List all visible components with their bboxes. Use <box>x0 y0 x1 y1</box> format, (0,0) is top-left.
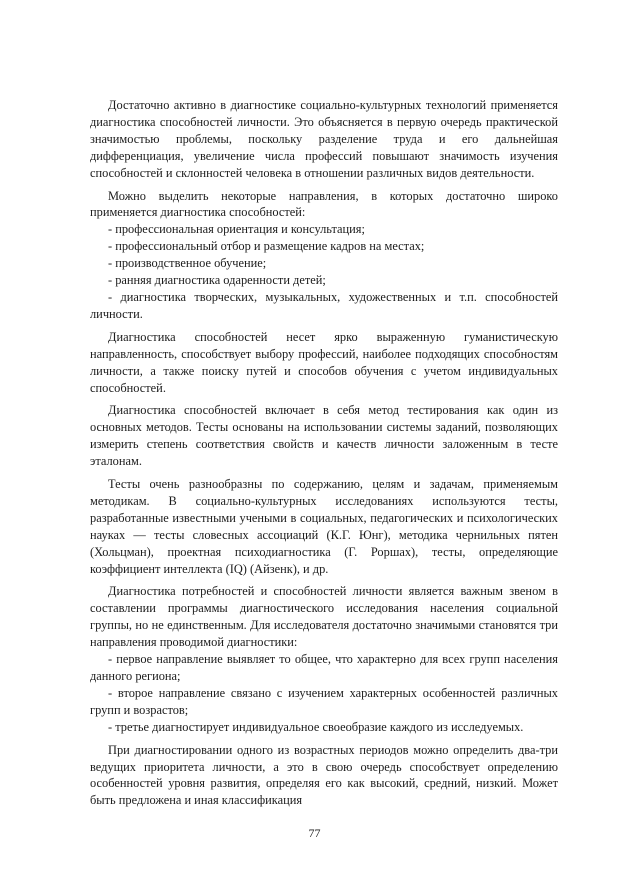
paragraph: Можно выделить некоторые направления, в которых достаточно широко применяется диагностика способностей: <box>90 188 558 220</box>
paragraph: Диагностика потребностей и способностей личности является важным звеном в составлении программы диагностического исследования населения социальной группы, но не единственным. Для исследователя достаточно значимыми становятся три направления проводимой диагностики: <box>90 584 558 650</box>
list-item: - профессиональная ориентация и консультация; <box>108 222 365 237</box>
paragraph: При диагностировании одного из возрастных периодов можно определить два-три ведущих приоритета личности, а это в свою очередь способствует определению особенностей уровня развития, определяя его как высокий, средний, низкий. Может быть предложена и иная классификация <box>90 742 558 808</box>
paragraph: Диагностика способностей несет ярко выраженную гуманистическую направленность, способствует выбору профессий, наиболее подходящих способностям личности, а также поиску путей и способов обучения с учетом индивидуальных способностей. <box>90 329 558 395</box>
list-item: - ранняя диагностика одаренности детей; <box>108 273 326 288</box>
page-number: 77 <box>308 826 321 840</box>
list-item: - производственное обучение; <box>108 256 267 271</box>
page-body <box>90 97 558 809</box>
paragraph: Диагностика способностей включает в себя метод тестирования как один из основных методов. Тесты основаны на использовании системы заданий, позволяющих измерить степень соответствия свойств и качеств личности заложенным в тесте эталонам. <box>90 403 558 469</box>
list-item: - диагностика творческих, музыкальных, художественных и т.п. способностей личности. <box>90 289 558 321</box>
list-item: - профессиональный отбор и размещение кадров на местах; <box>108 239 425 254</box>
list-item: - второе направление связано с изучением характерных особенностей различных групп и возрастов; <box>90 685 558 717</box>
paragraph: Тесты очень разнообразны по содержанию, целям и задачам, применяемым методикам. В социально-культурных исследованиях используются тесты, разработанные известными учеными в социальных, педагогических и психологических науках — тесты словесных ассоциаций (К.Г. Юнг), методика чернильных пятен (Хольцман), проектная психодиагностика (Г. Роршах), тесты, определяющие коэффициент интеллекта (IQ) (Айзенк), и др. <box>90 477 558 576</box>
list-item: - третье диагностирует индивидуальное своеобразие каждого из исследуемых. <box>108 719 524 734</box>
paragraph: Достаточно активно в диагностике социально-культурных технологий применяется диагностика способностей личности. Это объясняется в первую очередь практической значимостью проблемы, поскольку разделение труда и его дальнейшая дифференциация, увеличение числа профессий повышают значимость изучения способностей и склонностей человека в отношении различных видов деятельности. <box>90 98 558 180</box>
list-item: - первое направление выявляет то общее, что характерно для всех групп населения данного региона; <box>90 652 558 683</box>
